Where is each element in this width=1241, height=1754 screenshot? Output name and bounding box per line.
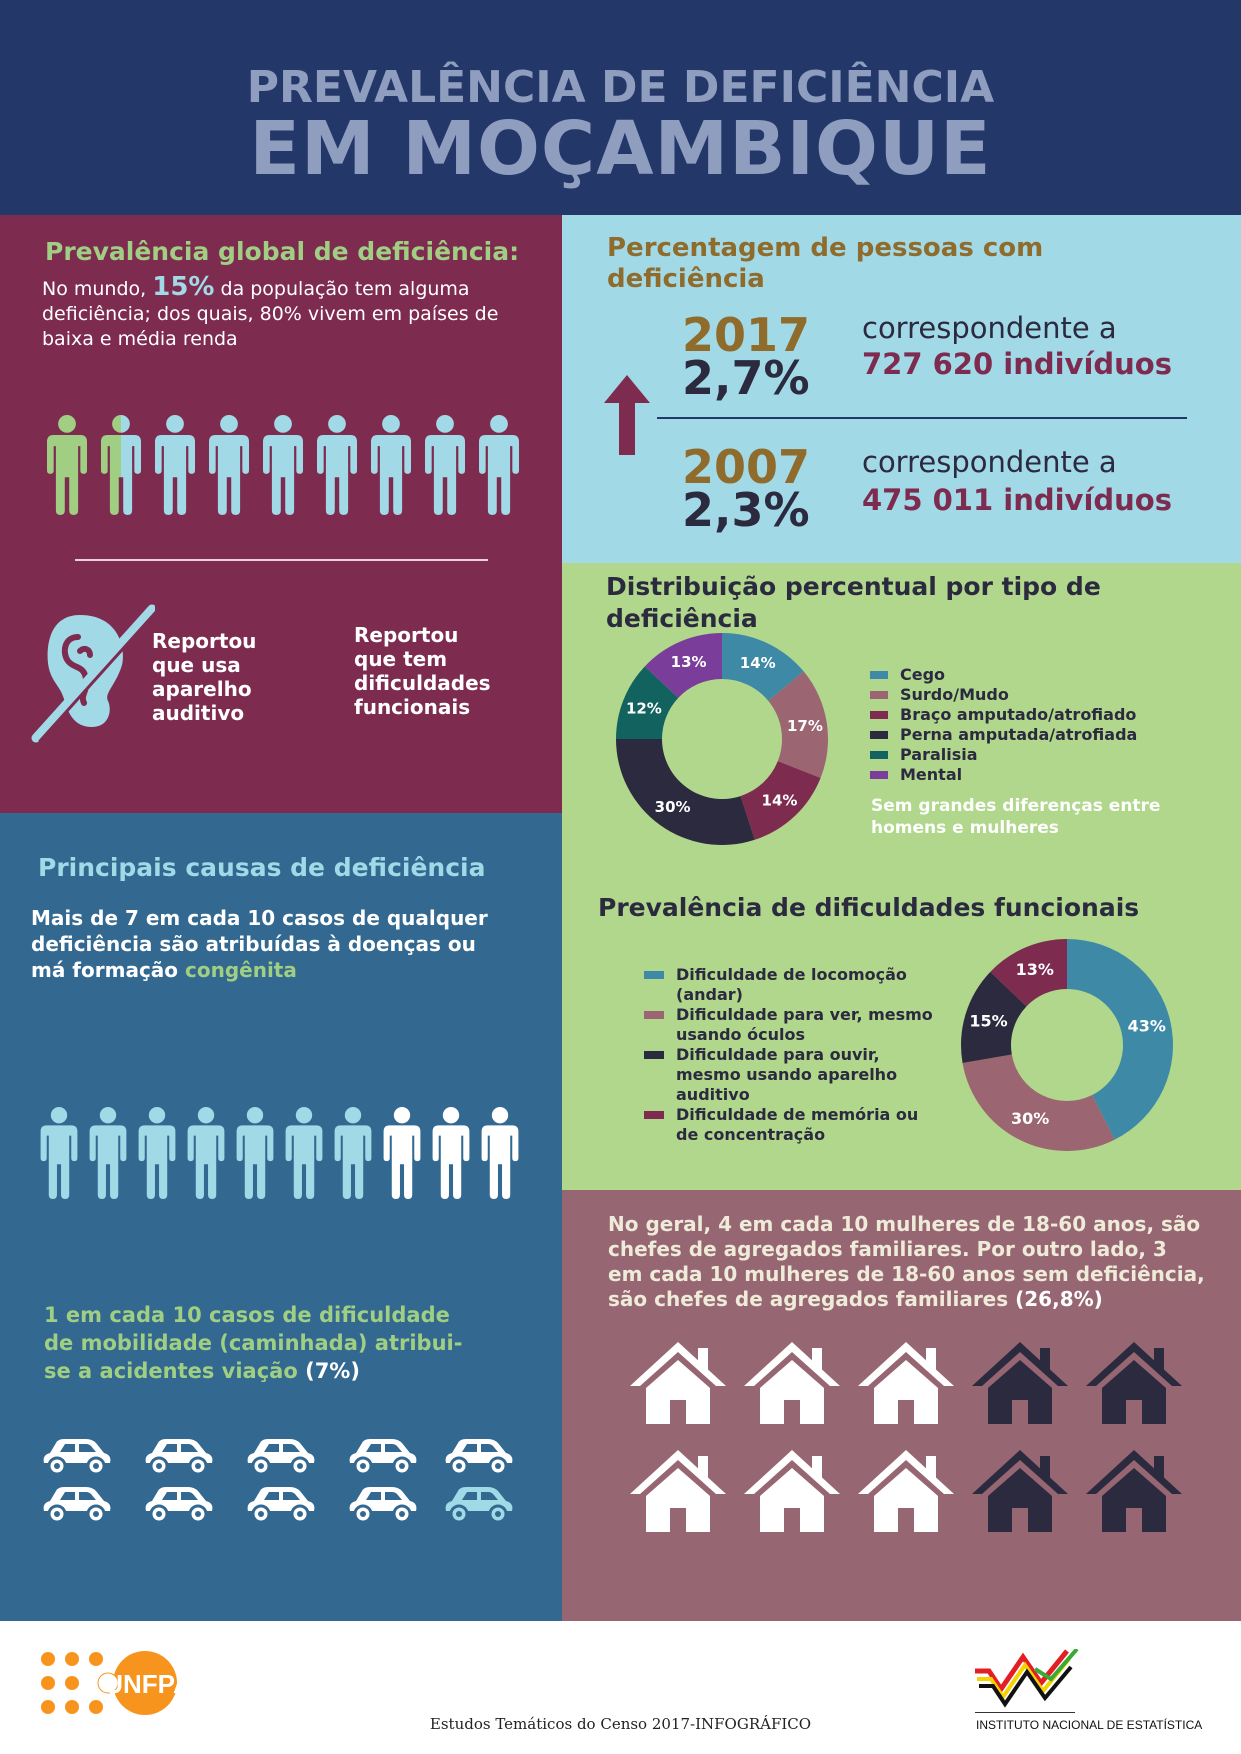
legend-label: Dificuldade para ouvir, mesmo usando aparelho auditivo bbox=[676, 1045, 898, 1104]
ine-text: INSTITUTO NACIONAL DE ESTATÍSTICA bbox=[976, 1718, 1203, 1732]
donut-slice bbox=[616, 739, 755, 845]
hearing-aid-text: Reportou que usa aparelho auditivo bbox=[152, 629, 257, 725]
footer bbox=[0, 1621, 1241, 1754]
legend-item bbox=[870, 745, 1230, 765]
cause-person-icon bbox=[185, 1107, 227, 1203]
legend-item bbox=[870, 685, 1230, 705]
causes-person-icons bbox=[38, 1107, 538, 1207]
legend-item bbox=[644, 1005, 944, 1045]
ine-logo bbox=[975, 1649, 1115, 1709]
donut-label: 13% bbox=[670, 653, 707, 672]
car-icon bbox=[344, 1483, 420, 1529]
mobility-text: 1 em cada 10 casos de dificuldade de mobilidade (caminhada) atribui-se a acidentes viação (7%) bbox=[44, 1303, 463, 1383]
causes-panel bbox=[0, 813, 562, 1621]
house-icon bbox=[628, 1448, 728, 1538]
global-person-icons bbox=[44, 415, 524, 515]
donut-label: 15% bbox=[969, 1011, 1008, 1031]
page-title-line2: EM MOÇAMBIQUE bbox=[249, 106, 992, 192]
distribution-note: Sem grandes diferenças entre homens e mulheres bbox=[871, 796, 1161, 838]
house-icon bbox=[856, 1340, 956, 1430]
car-icon bbox=[242, 1435, 318, 1481]
global-person-icon bbox=[206, 415, 252, 519]
donut-label: 17% bbox=[787, 717, 823, 736]
up-arrow-icon bbox=[604, 375, 650, 455]
car-icon bbox=[440, 1483, 516, 1529]
functional-difficulty-text: Reportou que tem dificuldades funcionais bbox=[354, 623, 491, 719]
donut-slice bbox=[963, 1055, 1115, 1151]
functional-donut-chart bbox=[955, 933, 1179, 1157]
legend-label: Paralisia bbox=[900, 745, 978, 764]
legend-item bbox=[870, 705, 1230, 725]
global-person-icon bbox=[422, 415, 468, 519]
legend-label: Mental bbox=[900, 765, 963, 784]
house-icons bbox=[628, 1340, 1188, 1570]
legend-swatch bbox=[644, 1111, 664, 1119]
global-prevalence-title: Prevalência global de deficiência: bbox=[45, 237, 520, 266]
global-person-icon bbox=[260, 415, 306, 519]
women-panel bbox=[562, 1190, 1241, 1621]
global-person-icon bbox=[152, 415, 198, 519]
divider bbox=[75, 559, 488, 561]
legend-label: Cego bbox=[900, 665, 946, 684]
cause-person-icon bbox=[87, 1107, 129, 1203]
label-2007: correspondente a bbox=[862, 445, 1117, 479]
legend-swatch bbox=[870, 671, 888, 679]
global-person-icon bbox=[368, 415, 414, 519]
car-icon bbox=[344, 1435, 420, 1481]
donut-label: 12% bbox=[625, 699, 662, 718]
cause-person-icon bbox=[234, 1107, 276, 1203]
house-icon bbox=[742, 1448, 842, 1538]
legend-swatch bbox=[644, 1011, 664, 1019]
cause-person-icon bbox=[283, 1107, 325, 1203]
cause-person-icon bbox=[430, 1107, 472, 1203]
count-2017: 727 620 indivíduos bbox=[862, 347, 1172, 381]
house-icon bbox=[856, 1448, 956, 1538]
car-icons bbox=[38, 1435, 528, 1545]
distribution-legend bbox=[870, 665, 1230, 785]
legend-item bbox=[644, 1105, 944, 1145]
legend-label: Braço amputado/atrofiado bbox=[900, 705, 1137, 724]
legend-label: Dificuldade de memória ou de concentração bbox=[676, 1105, 919, 1144]
legend-swatch bbox=[644, 1051, 664, 1059]
causes-text: Mais de 7 em cada 10 casos de qualquer deficiência são atribuídas à doenças ou má formação congênita bbox=[31, 906, 488, 982]
legend-swatch bbox=[870, 711, 888, 719]
donut-label: 30% bbox=[654, 798, 691, 817]
global-person-icon bbox=[314, 415, 360, 519]
ine-line bbox=[975, 1712, 1075, 1713]
footer-caption: Estudos Temáticos do Censo 2017-INFOGRÁFICO bbox=[429, 1715, 812, 1733]
percentage-divider bbox=[657, 417, 1187, 419]
global-prevalence-text: No mundo, 15% da população tem alguma deficiência; dos quais, 80% vivem em países de baixa e média renda bbox=[42, 272, 499, 350]
house-icon bbox=[970, 1340, 1070, 1430]
legend-swatch bbox=[870, 751, 888, 759]
global-person-icon bbox=[44, 415, 90, 519]
global-highlight: 15% bbox=[152, 272, 215, 302]
congenital-highlight: congênita bbox=[185, 958, 297, 982]
car-icon bbox=[38, 1483, 114, 1529]
causes-title: Principais causas de deficiência bbox=[38, 853, 486, 882]
donut-label: 14% bbox=[739, 654, 776, 673]
legend-label: Surdo/Mudo bbox=[900, 685, 1009, 704]
car-icon bbox=[242, 1483, 318, 1529]
cause-person-icon bbox=[381, 1107, 423, 1203]
distribution-donut-chart bbox=[612, 629, 832, 849]
global-prevalence-panel bbox=[0, 215, 562, 813]
functional-legend bbox=[644, 965, 944, 1145]
year-2017: 2017 bbox=[682, 308, 811, 362]
donut-label: 14% bbox=[761, 791, 798, 810]
legend-swatch bbox=[870, 731, 888, 739]
legend-swatch bbox=[870, 691, 888, 699]
count-2007: 475 011 indivíduos bbox=[862, 483, 1172, 517]
car-icon bbox=[440, 1435, 516, 1481]
legend-item bbox=[870, 665, 1230, 685]
label-2017: correspondente a bbox=[862, 311, 1117, 345]
house-icon bbox=[1084, 1340, 1184, 1430]
donut-label: 30% bbox=[1010, 1108, 1050, 1128]
house-icon bbox=[970, 1448, 1070, 1538]
distribution-title: Distribuição percentual por tipo de deficiência bbox=[606, 572, 1101, 633]
car-icon bbox=[140, 1483, 216, 1529]
ear-crossed-icon bbox=[30, 603, 155, 743]
house-icon bbox=[742, 1340, 842, 1430]
page-title-line1: PREVALÊNCIA DE DEFICIÊNCIA bbox=[246, 62, 995, 113]
legend-item bbox=[870, 765, 1230, 785]
legend-item bbox=[870, 725, 1230, 745]
cause-person-icon bbox=[479, 1107, 521, 1203]
women-text: No geral, 4 em cada 10 mulheres de 18-60 anos, são chefes de agregados familiares. Por outro lado, 3 em cada 10 mulheres de 18-60 anos sem deficiência, são chefes de agregados familiares (26,8%) bbox=[608, 1212, 1205, 1311]
cause-person-icon bbox=[136, 1107, 178, 1203]
charts-panel bbox=[562, 563, 1241, 1190]
donut-label: 43% bbox=[1127, 1016, 1166, 1036]
global-person-icon bbox=[98, 415, 144, 519]
value-2017: 2,7% bbox=[682, 351, 810, 405]
legend-swatch bbox=[644, 971, 664, 979]
value-2007: 2,3% bbox=[682, 483, 810, 537]
car-icon bbox=[38, 1435, 114, 1481]
cause-person-icon bbox=[38, 1107, 80, 1203]
legend-item bbox=[644, 1045, 944, 1105]
legend-item bbox=[644, 965, 944, 1005]
house-icon bbox=[1084, 1448, 1184, 1538]
year-2007: 2007 bbox=[682, 440, 811, 494]
donut-label: 13% bbox=[1015, 960, 1054, 980]
legend-swatch bbox=[870, 771, 888, 779]
percentage-panel bbox=[562, 215, 1241, 563]
legend-label: Dificuldade de locomoção (andar) bbox=[676, 965, 907, 1004]
percentage-title: Percentagem de pessoas com deficiência bbox=[607, 233, 1044, 294]
unfpa-text: UNFPA bbox=[104, 1669, 192, 1699]
cause-person-icon bbox=[332, 1107, 374, 1203]
legend-label: Dificuldade para ver, mesmo usando óculos bbox=[676, 1005, 933, 1044]
header-banner bbox=[0, 0, 1241, 215]
car-icon bbox=[140, 1435, 216, 1481]
global-person-icon bbox=[476, 415, 522, 519]
functional-title: Prevalência de dificuldades funcionais bbox=[598, 893, 1140, 922]
legend-label: Perna amputada/atrofiada bbox=[900, 725, 1138, 744]
house-icon bbox=[628, 1340, 728, 1430]
